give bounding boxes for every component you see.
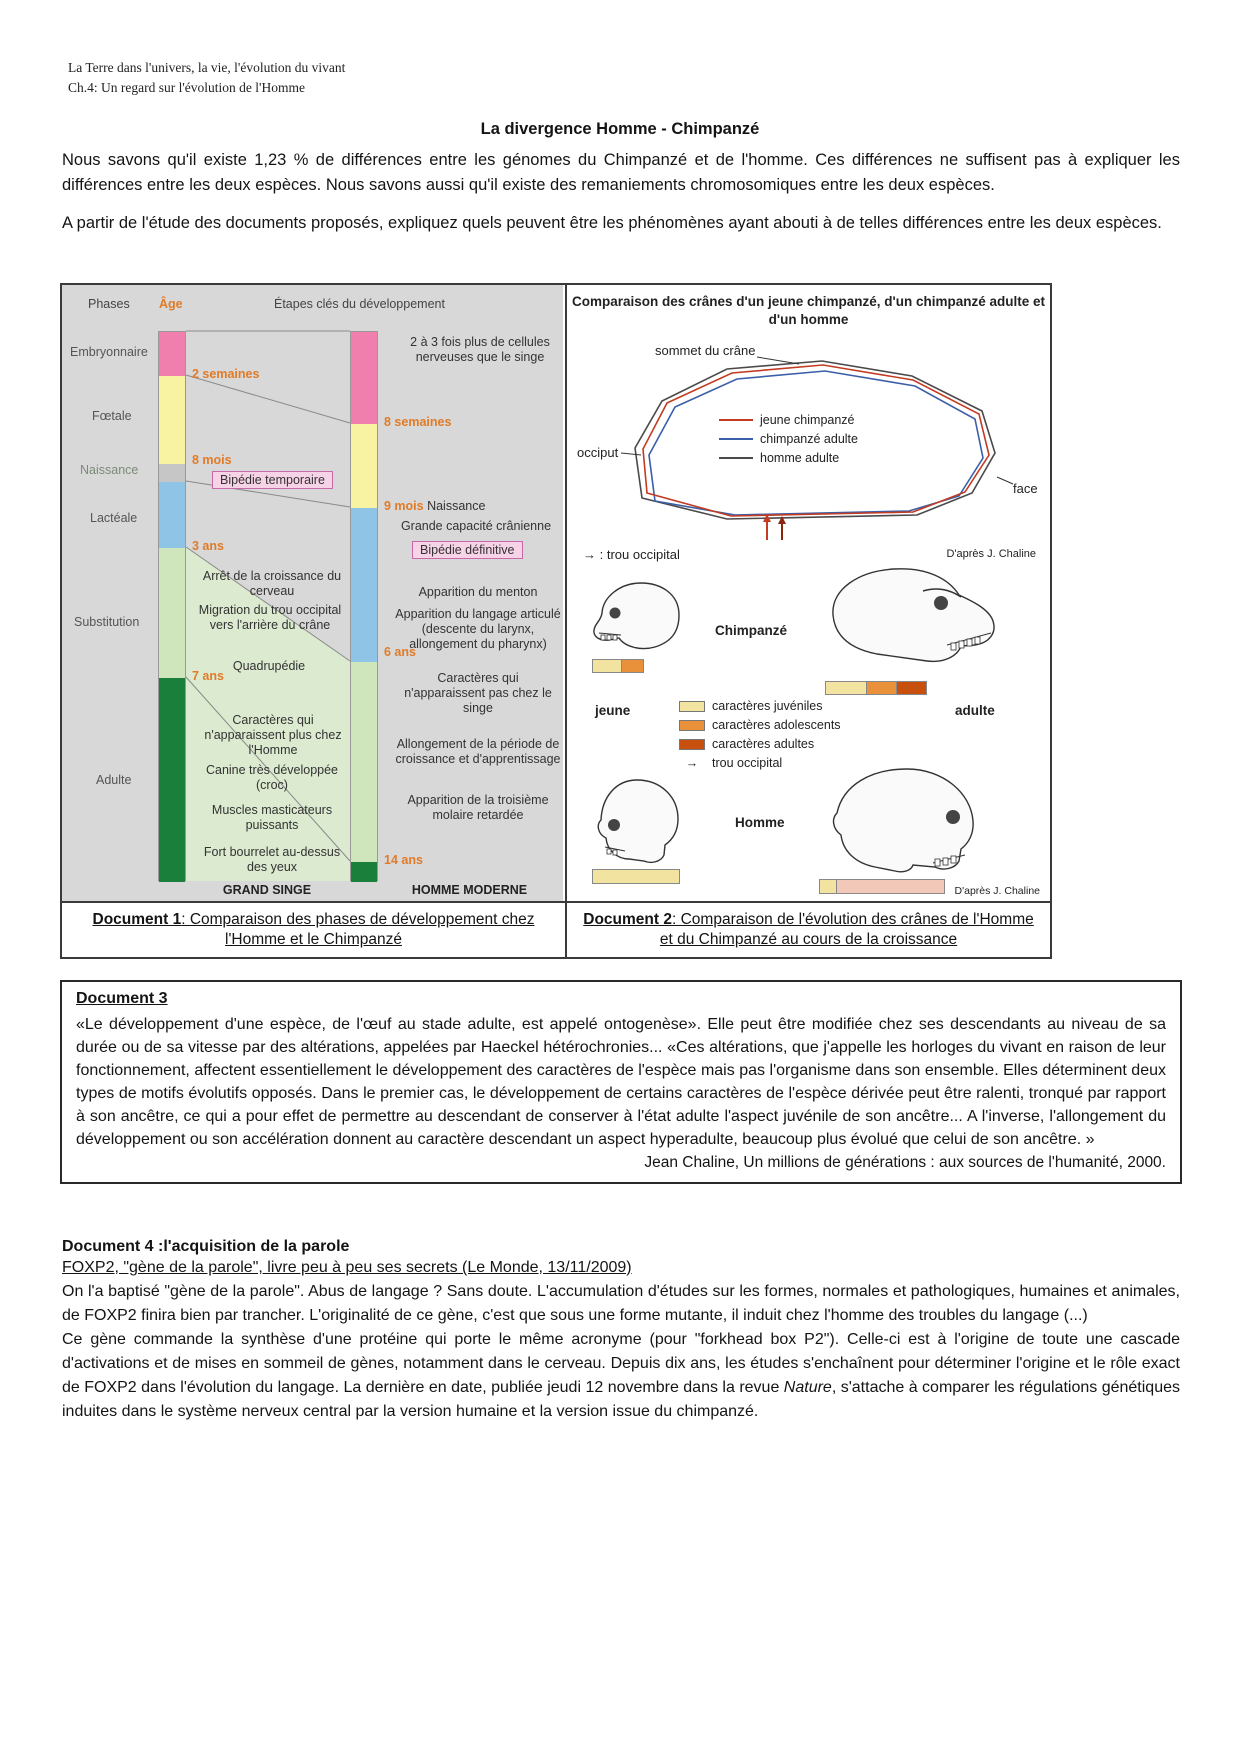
annotation-langage-articule: Apparition du langage articulé (descente du larynx, allongement du pharynx) — [395, 607, 561, 651]
legend-row-homme-adulte — [719, 451, 858, 465]
document1-caption-text: : Comparaison des phases de développement chez l'Homme et le Chimpanzé — [181, 910, 535, 948]
document3-box — [60, 980, 1182, 1184]
annotation-allongement: Allongement de la période de croissance et d'apprentissage — [395, 737, 561, 766]
page-title: La divergence Homme - Chimpanzé — [480, 120, 760, 138]
skull-comparison-diagram — [567, 285, 1050, 901]
right-arrow-icon: → — [583, 547, 596, 562]
trou-occipital-note-text: : trou occipital — [599, 547, 680, 562]
legend-chimpanze-adulte-label: chimpanzé adulte — [760, 432, 858, 446]
legend-adolescents-label: caractères adolescents — [712, 718, 841, 732]
label-jeune: jeune — [595, 703, 631, 718]
document2-diagram-title: Comparaison des crânes d'un jeune chimpanzé, d'un chimpanzé adulte et d'un homme — [571, 294, 1046, 327]
label-chimpanze: Chimpanzé — [715, 623, 788, 638]
document4-p2-part-b: , s'attache à comparer les régulations génétiques induites dans le système nerveux central par la version humaine et la version issue du chimpanzé. — [62, 1379, 1180, 1420]
chimpanze-adulte-line-swatch — [719, 438, 753, 440]
course-header-line1: La Terre dans l'univers, la vie, l'évolution du vivant — [68, 60, 346, 75]
annotation-canine: Canine très développée (croc) — [205, 763, 339, 792]
document1-caption-label: Document 1 — [92, 910, 182, 928]
document1-caption — [62, 901, 565, 957]
label-sommet-du-crane: sommet du crâne — [655, 343, 756, 358]
phase-naissance: Naissance — [80, 463, 139, 477]
legend-jeune-chimpanze-label: jeune chimpanzé — [760, 413, 855, 427]
development-phases-diagram — [62, 285, 563, 901]
trou-occipital-arrow-icon: → — [685, 756, 699, 770]
trou-occipital-note — [583, 547, 680, 562]
age-2-semaines: 2 semaines — [192, 367, 260, 381]
annotation-muscles: Muscles masticateurs puissants — [211, 803, 333, 832]
annotation-quadrupedie: Quadrupédie — [232, 659, 306, 673]
annotation-arret-croissance: Arrêt de la croissance du cerveau — [202, 569, 342, 598]
annotation-migration-trou: Migration du trou occipital vers l'arrière du crâne — [198, 603, 342, 632]
document4-section — [62, 1238, 1180, 1424]
document3-body: «Le développement d'une espèce, de l'œuf au stade adulte, est appelé ontogenèse». Elle peut être modifiée chez ses descendants au niveau de sa durée ou de sa vitesse par des altérations, appelées par Haeckel hétérochronies... «Ces altérations, que j'appelle les horloges du vivant en raison de leur fonctionnement, affectent essentiellement le développement des caractères de l'espèce mais pas l'organisme dans son ensemble. Elles déterminent deux types de motifs évolutifs opposés. Dans le premier cas, le développement de certains caractères de l'espèce dérivée peut être ralenti, tronqué par rapport à son ancêtre, ce qui a pour effet de permettre au descendant de conserver à l'état adulte l'aspect juvénile de son ancêtre... A l'inverse, l'allongement du développement ou son accélération donnent au caractère descendant un aspect hyperadulte, beaucoup plus évolué que celui de son ancêtre. » — [76, 1016, 1166, 1149]
credit-chaline-1: D'après J. Chaline — [946, 548, 1036, 560]
age-3-ans: 3 ans — [192, 539, 224, 553]
annotation-molaire: Apparition de la troisième molaire retardée — [407, 793, 549, 822]
young-human-skull — [589, 775, 684, 865]
annotation-apparition-menton: Apparition du menton — [418, 585, 538, 599]
age-8-mois: 8 mois — [192, 453, 232, 467]
age-7-ans: 7 ans — [192, 669, 224, 683]
legend-homme-adulte-label: homme adulte — [760, 451, 840, 465]
homme-timeline-bar — [350, 331, 378, 881]
document2-panel — [565, 285, 1050, 957]
crane-legend — [719, 413, 858, 470]
credit-chaline-2: D'après J. Chaline — [954, 885, 1040, 897]
document4-p2-nature-italic: Nature — [783, 1379, 832, 1396]
course-header — [68, 58, 345, 99]
age-6-ans: 6 ans — [384, 645, 416, 659]
phase-foetale: Fœtale — [92, 409, 132, 423]
label-occiput: occiput — [577, 445, 619, 460]
annotation-grande-capacite: Grande capacité crânienne — [400, 519, 552, 533]
intro-section — [62, 148, 1180, 235]
legend-adultes-label: caractères adultes — [712, 737, 815, 751]
document3-heading: Document 3 — [76, 990, 168, 1007]
annotation-bipedie-temporaire: Bipédie temporaire — [212, 471, 333, 489]
young-chimp-character-bar — [592, 659, 644, 673]
characters-legend — [679, 699, 841, 775]
annotation-pas-singe: Caractères qui n'apparaissent pas chez le singe — [404, 671, 552, 715]
adolescents-swatch — [679, 720, 705, 731]
young-chimp-skull — [589, 577, 684, 655]
adultes-swatch — [679, 739, 705, 750]
document3-attribution: Jean Chaline, Un millions de générations : aux sources de l'humanité, 2000. — [644, 1154, 1166, 1172]
label-face: face — [1013, 481, 1038, 496]
legend-row-chimpanze-adulte — [719, 432, 858, 446]
legend-row-adultes — [679, 737, 841, 751]
document4-paragraph-1: On l'a baptisé "gène de la parole". Abus de langage ? Sans doute. L'accumulation d'études sur les formes, normales et pathologiques, humaines et animales, de FOXP2 finira bien par trancher. L'originalité de ce gène, c'est que sous une forme mutante, il induit chez l'homme des troubles du langage (...) — [62, 1283, 1180, 1324]
document4-subtitle: FOXP2, "gène de la parole", livre peu à peu ses secrets (Le Monde, 13/11/2009) — [62, 1259, 632, 1276]
footer-homme-moderne: HOMME MODERNE — [411, 883, 528, 897]
document4-p2-part-a: Ce gène commande la synthèse d'une protéine qui porte le même acronyme (pour "forkhead box P2"). Celle-ci est à l'origine de toute une cascade d'activations et de mises en sommeil de gènes, notamment dans le cerveau. Depuis dix ans, les études s'enchaînent pour déterminer l'origine et le rôle exact de FOXP2 dans l'évolution du langage. La dernière en date, publiée jeudi 12 novembre dans la revue — [62, 1331, 1180, 1396]
young-human-character-bar — [592, 869, 680, 884]
document2-caption — [567, 901, 1050, 957]
intro-paragraph-2: A partir de l'étude des documents proposés, expliquez quels peuvent être les phénomènes ayant abouti à de telles différences entre les deux espèces. — [62, 213, 1162, 232]
document2-caption-label: Document 2 — [583, 910, 672, 928]
course-header-line2: Ch.4: Un regard sur l'évolution de l'Homme — [68, 80, 305, 96]
column-header-age: Âge — [159, 297, 183, 311]
annotation-plus-homme: Caractères qui n'apparaissent plus chez l'Homme — [204, 713, 342, 757]
age-14-ans: 14 ans — [384, 853, 423, 867]
legend-row-adolescents — [679, 718, 841, 732]
document1-panel — [62, 285, 565, 957]
label-homme: Homme — [735, 815, 785, 830]
age-8-semaines: 8 semaines — [384, 415, 452, 429]
footer-grand-singe: GRAND SINGE — [222, 883, 312, 897]
phase-embryonnaire: Embryonnaire — [70, 345, 148, 359]
adult-human-skull — [815, 765, 1000, 875]
document4-heading: Document 4 :l'acquisition de la parole — [62, 1238, 350, 1255]
phase-substitution: Substitution — [74, 615, 140, 629]
legend-row-jeune-chimpanze — [719, 413, 858, 427]
annotation-nerve-cells: 2 à 3 fois plus de cellules nerveuses que le singe — [410, 335, 550, 364]
adult-human-character-bar — [819, 879, 945, 894]
document4-paragraph-2 — [62, 1328, 1180, 1424]
annotation-bourrelet: Fort bourrelet au-dessus des yeux — [203, 845, 341, 874]
homme-adulte-line-swatch — [719, 457, 753, 459]
intro-paragraph-1: Nous savons qu'il existe 1,23 % de différences entre les génomes du Chimpanzé et de l'homme. Ces différences ne suffisent pas à expliquer les différences entre les deux espèces. Nous savons aussi qu'il existe des remaniements chromosomiques entre les deux espèces. — [62, 151, 1180, 194]
adult-chimp-skull — [819, 557, 997, 675]
legend-juveniles-label: caractères juvéniles — [712, 699, 823, 713]
document2-caption-text: : Comparaison de l'évolution des crânes de l'Homme et du Chimpanzé au cours de la croissance — [659, 910, 1034, 948]
column-header-steps: Étapes clés du développement — [274, 297, 445, 311]
jeune-chimpanze-line-swatch — [719, 419, 753, 421]
grand-singe-timeline-bar — [158, 331, 186, 881]
legend-trou-occipital-label: trou occipital — [712, 756, 783, 770]
annotation-bipedie-definitive: Bipédie définitive — [412, 541, 523, 559]
phase-adulte: Adulte — [96, 773, 132, 787]
legend-row-juveniles — [679, 699, 841, 713]
age-9-mois-naissance — [384, 499, 485, 513]
label-adulte: adulte — [955, 703, 995, 718]
age-9-mois: 9 mois — [384, 499, 424, 513]
documents-figure — [60, 283, 1052, 959]
phase-lacteale: Lactéale — [90, 511, 138, 525]
juveniles-swatch — [679, 701, 705, 712]
column-header-phases: Phases — [88, 297, 130, 311]
adult-chimp-character-bar — [825, 681, 927, 695]
naissance-suffix: Naissance — [423, 499, 486, 513]
